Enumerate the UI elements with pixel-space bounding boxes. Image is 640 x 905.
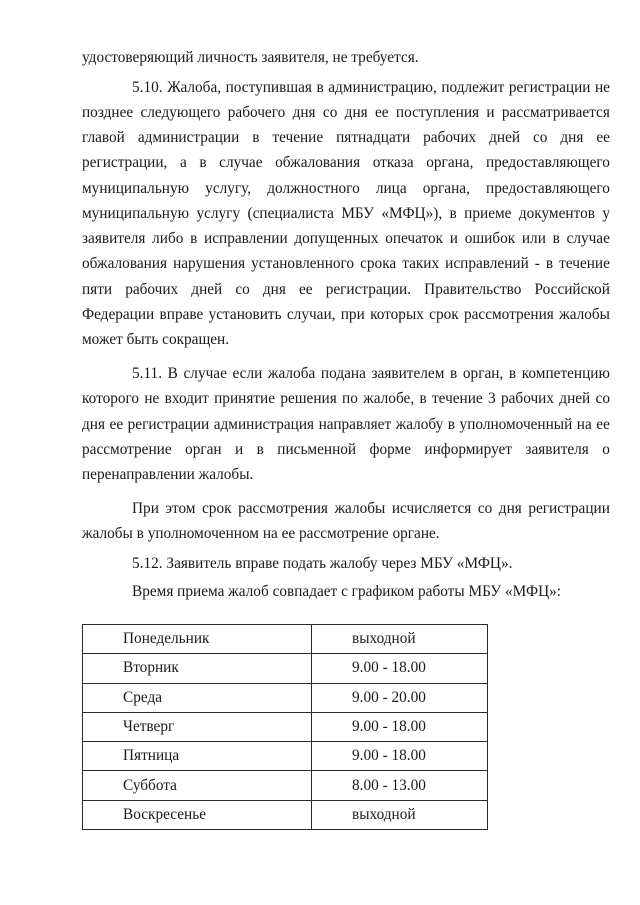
text-line: рассмотрение орган и в письменной форме информирует заявителя о: [82, 441, 610, 458]
schedule-hours-cell: выходной: [312, 800, 488, 829]
text-line: удостоверяющий личность заявителя, не требуется.: [82, 49, 419, 66]
schedule-row: [83, 654, 488, 683]
text-line: регистрации, а в случае обжалования отказа органа, предоставляющего: [82, 154, 610, 171]
schedule-table: [82, 624, 488, 830]
schedule-hours-cell: 9.00 - 18.00: [312, 712, 488, 741]
schedule-table-body: [83, 625, 488, 830]
schedule-hours-cell: выходной: [312, 625, 488, 654]
text-line: муниципальную услугу, должностного лица органа, предоставляющего: [82, 180, 610, 197]
schedule-hours-cell: 9.00 - 18.00: [312, 742, 488, 771]
schedule-row: [83, 742, 488, 771]
text-line: перенаправлении жалобы.: [82, 466, 254, 483]
text-line: 5.12. Заявитель вправе подать жалобу через МБУ «МФЦ».: [132, 555, 513, 572]
text-line: При этом срок рассмотрения жалобы исчисляется со дня регистрации: [132, 500, 610, 517]
text-line: может быть сокращен.: [82, 331, 230, 348]
text-line: Время приема жалоб совпадает с графиком работы МБУ «МФЦ»:: [132, 583, 562, 600]
text-line: главой администрации в течение пятнадцати рабочих дней со дня ее: [82, 129, 610, 146]
schedule-hours-cell: 9.00 - 20.00: [312, 683, 488, 712]
text-line: дня ее регистрации администрация направляет жалобу в уполномоченный на ее: [82, 416, 610, 433]
text-line: жалобы в уполномоченном на ее рассмотрение органе.: [82, 525, 440, 542]
schedule-day-cell: Понедельник: [83, 625, 312, 654]
text-line: 5.10. Жалоба, поступившая в администрацию, подлежит регистрации не: [132, 79, 610, 96]
schedule-row: [83, 800, 488, 829]
schedule-hours-cell: 9.00 - 18.00: [312, 654, 488, 683]
schedule-hours-cell: 8.00 - 13.00: [312, 771, 488, 800]
schedule-day-cell: Вторник: [83, 654, 312, 683]
schedule-row: [83, 712, 488, 741]
schedule-day-cell: Суббота: [83, 771, 312, 800]
schedule-row: [83, 683, 488, 712]
text-line: которого не входит принятие решения по жалобе, в течение 3 рабочих дней со: [82, 390, 610, 407]
schedule-day-cell: Пятница: [83, 742, 312, 771]
text-line: Федерации вправе установить случаи, при которых срок рассмотрения жалобы: [82, 306, 610, 323]
text-line: пяти рабочих дней со дня ее регистрации. Правительство Российской: [82, 281, 610, 298]
text-line: позднее следующего рабочего дня со дня ее поступления и рассматривается: [82, 104, 610, 121]
schedule-row: [83, 625, 488, 654]
text-line: 5.11. В случае если жалоба подана заявителем в орган, в компетенцию: [132, 365, 610, 382]
text-line: обжалования нарушения установленного срока таких исправлений - в течение: [82, 255, 610, 272]
schedule-day-cell: Среда: [83, 683, 312, 712]
schedule-day-cell: Воскресенье: [83, 800, 312, 829]
text-line: заявителя либо в исправлении допущенных опечаток и ошибок или в случае: [82, 230, 610, 247]
schedule-row: [83, 771, 488, 800]
schedule-day-cell: Четверг: [83, 712, 312, 741]
text-line: муниципальную услугу (специалиста МБУ «МФЦ»), в приеме документов у: [82, 205, 610, 222]
